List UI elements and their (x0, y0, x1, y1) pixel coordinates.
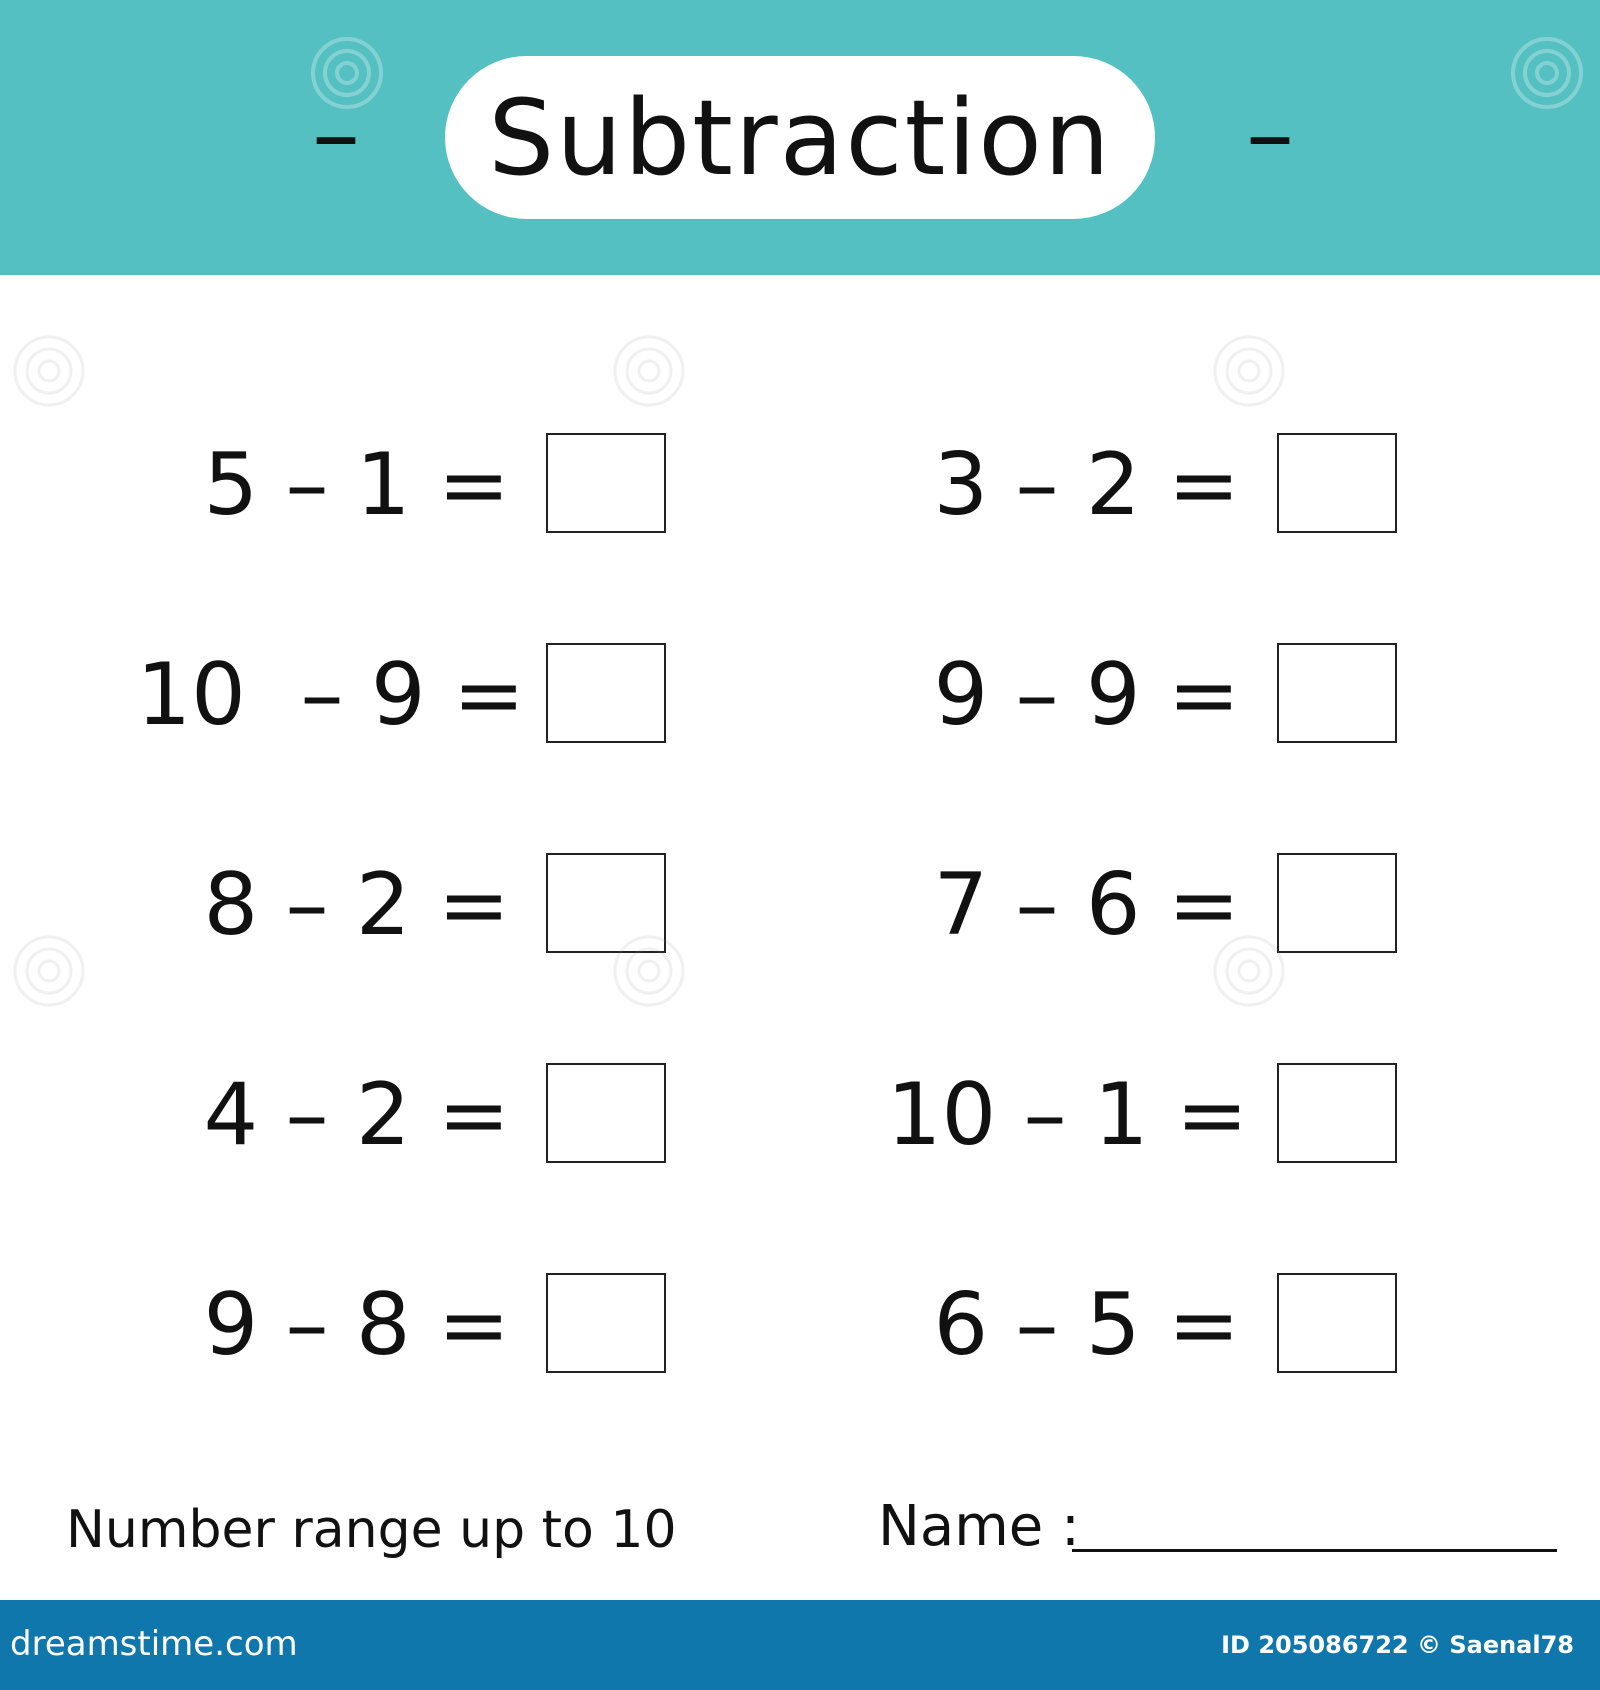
problem-row (880, 1063, 1248, 1167)
watermark-spiral-icon (612, 334, 686, 408)
image-id-credit: ID 205086722 © Saenal78 (1221, 1631, 1574, 1659)
answer-box[interactable] (1277, 433, 1397, 533)
answer-box[interactable] (546, 1063, 666, 1163)
problem-row (136, 643, 525, 747)
watermark-spiral-icon (12, 934, 86, 1008)
right-dash: – (1246, 78, 1294, 190)
answer-box[interactable] (546, 433, 666, 533)
problem-expression: 7 – 6 = (933, 855, 1240, 955)
name-field-line[interactable] (1072, 1549, 1557, 1552)
problem-row (150, 433, 510, 537)
problem-row (880, 433, 1240, 537)
watermark-spiral-icon (1212, 334, 1286, 408)
problem-row (150, 853, 510, 957)
problem-expression: 3 – 2 = (933, 435, 1240, 535)
answer-box[interactable] (546, 1273, 666, 1373)
answer-box[interactable] (546, 643, 666, 743)
problem-expression: 4 – 2 = (203, 1065, 510, 1165)
problem-row (880, 853, 1240, 957)
answer-box[interactable] (1277, 643, 1397, 743)
problem-row (880, 1273, 1240, 1377)
answer-box[interactable] (1277, 853, 1397, 953)
left-dash: – (312, 78, 360, 190)
problem-expression: 9 – 9 = (933, 645, 1240, 745)
number-range-label: Number range up to 10 (66, 1500, 677, 1560)
problem-expression: 6 – 5 = (933, 1275, 1240, 1375)
worksheet-title: Subtraction (488, 76, 1112, 199)
problem-expression: 9 – 8 = (203, 1275, 510, 1375)
watermark-spiral-icon (12, 334, 86, 408)
answer-box[interactable] (1277, 1063, 1397, 1163)
problem-row (150, 1063, 510, 1167)
problem-row (150, 1273, 510, 1377)
problem-expression: 5 – 1 = (203, 435, 510, 535)
answer-box[interactable] (546, 853, 666, 953)
site-logo: dreamstime.com (10, 1624, 298, 1664)
bottom-bar (0, 1600, 1600, 1690)
name-label: Name : (878, 1494, 1080, 1559)
answer-box[interactable] (1277, 1273, 1397, 1373)
problem-expression: 10 – 9 = (136, 645, 525, 745)
header-banner (0, 0, 1600, 275)
problem-expression: 8 – 2 = (203, 855, 510, 955)
title-pill (445, 56, 1155, 219)
problem-expression: 10 – 1 = (886, 1065, 1248, 1165)
problem-row (880, 643, 1240, 747)
